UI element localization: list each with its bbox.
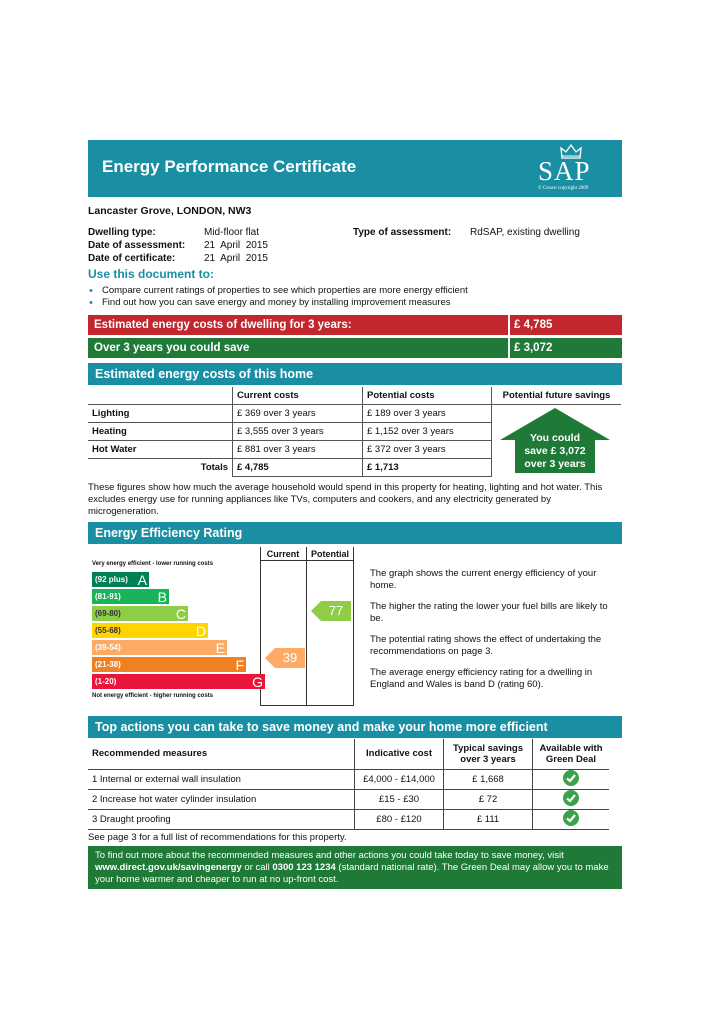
estimated-costs-label: Estimated energy costs of dwelling for 3 years: xyxy=(94,319,352,331)
col-typical-savings: Typical savings over 3 years xyxy=(444,739,533,769)
date-assessment-value: 21 April 2015 xyxy=(204,240,268,251)
rating-band-a xyxy=(92,572,149,587)
col-potential-costs: Potential costs xyxy=(363,387,492,405)
rating-band-d xyxy=(92,623,208,638)
rating-band-letter: F xyxy=(235,657,244,673)
potential-savings-arrow xyxy=(498,406,612,474)
savings-label: Over 3 years you could save xyxy=(94,342,250,354)
rating-band-range: (55-68) xyxy=(95,626,121,635)
date-assessment-label: Date of assessment: xyxy=(88,240,186,251)
bullet-icon: • xyxy=(89,285,93,297)
green-deal-check-icon xyxy=(533,809,610,829)
rating-band-letter: E xyxy=(215,640,225,656)
table-row: 1 Internal or external wall insulation £4,000 - £14,000 £ 1,668 xyxy=(88,769,609,789)
rating-band-g xyxy=(92,674,265,689)
certificate-title: Energy Performance Certificate xyxy=(102,157,357,176)
table-row: Hot Water £ 881 over 3 years £ 372 over 3 years xyxy=(88,441,621,459)
col-potential-savings: Potential future savings xyxy=(492,387,622,405)
rating-band-letter: C xyxy=(175,606,186,622)
rating-band-range: (69-80) xyxy=(95,609,121,618)
rating-band-range: (21-38) xyxy=(95,660,121,669)
actions-section-title: Top actions you can take to save money and make your home more efficient xyxy=(88,716,622,738)
rating-band-letter: A xyxy=(137,572,147,588)
type-assessment-label: Type of assessment: xyxy=(353,227,452,238)
savings-arrow-line2: save £ 3,072 xyxy=(524,445,586,457)
table-row: Heating £ 3,555 over 3 years £ 1,152 over 3 years xyxy=(88,423,621,441)
rating-paragraph: The potential rating shows the effect of undertaking the recommendations on page 3. xyxy=(370,634,602,657)
rating-band-letter: D xyxy=(195,623,206,639)
rating-explanation xyxy=(370,568,622,690)
col-green-deal: Available with Green Deal xyxy=(533,739,610,769)
footer-phone: 0300 123 1234 xyxy=(272,862,336,873)
col-indicative-cost: Indicative cost xyxy=(355,739,444,769)
rating-band-c xyxy=(92,606,188,621)
table-row: 2 Increase hot water cylinder insulation £15 - £30 £ 72 xyxy=(88,789,609,809)
list-item: • Compare current ratings of properties to see which properties are more energy efficient xyxy=(89,285,468,297)
type-assessment-value: RdSAP, existing dwelling xyxy=(470,227,580,238)
costs-note: These figures show how much the average household would spend in this property for heating, lighting and hot water. This excludes energy use for running appliances like TVs, computers and cookers, and any electricity generated by microgeneration. xyxy=(88,482,603,517)
rating-band-range: (39-54) xyxy=(95,643,121,652)
date-certificate-value: 21 April 2015 xyxy=(204,253,268,264)
sap-copyright: © Crown copyright 2009 xyxy=(538,186,589,191)
footer-link[interactable]: www.direct.gov.uk/savingenergy xyxy=(95,862,242,873)
rating-section-title: Energy Efficiency Rating xyxy=(88,522,622,544)
certificate-header xyxy=(88,140,622,197)
rating-chart xyxy=(88,547,354,707)
col-current-costs: Current costs xyxy=(233,387,363,405)
rating-paragraph: The graph shows the current energy efficiency of your home. xyxy=(370,568,597,591)
date-certificate-label: Date of certificate: xyxy=(88,253,176,264)
rating-band-e xyxy=(92,640,227,655)
bullet-icon: • xyxy=(89,297,93,309)
col-potential: Potential xyxy=(310,549,349,559)
potential-rating-value: 77 xyxy=(328,603,344,618)
rating-band-f xyxy=(92,657,246,672)
savings-arrow-line1: You could xyxy=(530,432,580,444)
footer-text: To find out more about the recommended measures and other actions you could take today to save money, visit xyxy=(95,850,564,861)
table-row: 3 Draught proofing £80 - £120 £ 111 xyxy=(88,809,609,829)
footer-box: To find out more about the recommended measures and other actions you could take today to save money, visit www.direct.gov.uk/savingenergy or call 0300 123 1234 (standard national rate). The Green Deal may allow you to make your home warmer and cheaper to run at no up-front cost. xyxy=(88,846,622,889)
rating-band-b xyxy=(92,589,169,604)
use-document-list xyxy=(88,285,622,309)
col-recommended-measures: Recommended measures xyxy=(88,739,355,769)
rating-band-letter: B xyxy=(157,589,167,605)
costs-section-title: Estimated energy costs of this home xyxy=(88,363,622,385)
savings-arrow-line3: over 3 years xyxy=(524,458,586,470)
savings-value: £ 3,072 xyxy=(508,338,552,358)
rating-paragraph: The higher the rating the lower your fuel bills are likely to be. xyxy=(370,601,608,624)
estimated-costs-bar xyxy=(88,315,622,335)
sap-logo-text: SAP xyxy=(538,156,591,186)
dwelling-type-label: Dwelling type: xyxy=(88,227,156,238)
property-address: Lancaster Grove, LONDON, NW3 xyxy=(88,205,252,217)
col-current: Current xyxy=(266,549,300,559)
table-row: Lighting £ 369 over 3 years £ 189 over 3 years xyxy=(88,405,621,423)
green-deal-check-icon xyxy=(533,789,610,809)
actions-table xyxy=(88,739,609,830)
savings-bar xyxy=(88,338,622,358)
green-deal-check-icon xyxy=(533,769,610,789)
dwelling-type-value: Mid-floor flat xyxy=(204,227,260,238)
rating-top-note: Very energy efficient - lower running costs xyxy=(92,561,214,567)
rating-paragraph: The average energy efficiency rating for a dwelling in England and Wales is band D (rating 60). xyxy=(370,667,593,690)
rating-band-range: (81-91) xyxy=(95,592,121,601)
totals-row: Totals £ 4,785 £ 1,713 xyxy=(88,459,621,477)
current-rating-value: 39 xyxy=(282,650,298,665)
rating-band-range: (1-20) xyxy=(95,677,117,686)
estimated-costs-value: £ 4,785 xyxy=(508,315,552,335)
list-item: • Find out how you can save energy and money by installing improvement measures xyxy=(89,297,451,309)
rating-band-letter: G xyxy=(252,674,263,690)
rating-band-range: (92 plus) xyxy=(95,575,128,584)
rating-bottom-note: Not energy efficient - higher running costs xyxy=(92,693,214,699)
see-page-note: See page 3 for a full list of recommendations for this property. xyxy=(88,832,347,843)
sap-logo xyxy=(538,144,608,194)
use-document-heading: Use this document to: xyxy=(88,267,215,281)
